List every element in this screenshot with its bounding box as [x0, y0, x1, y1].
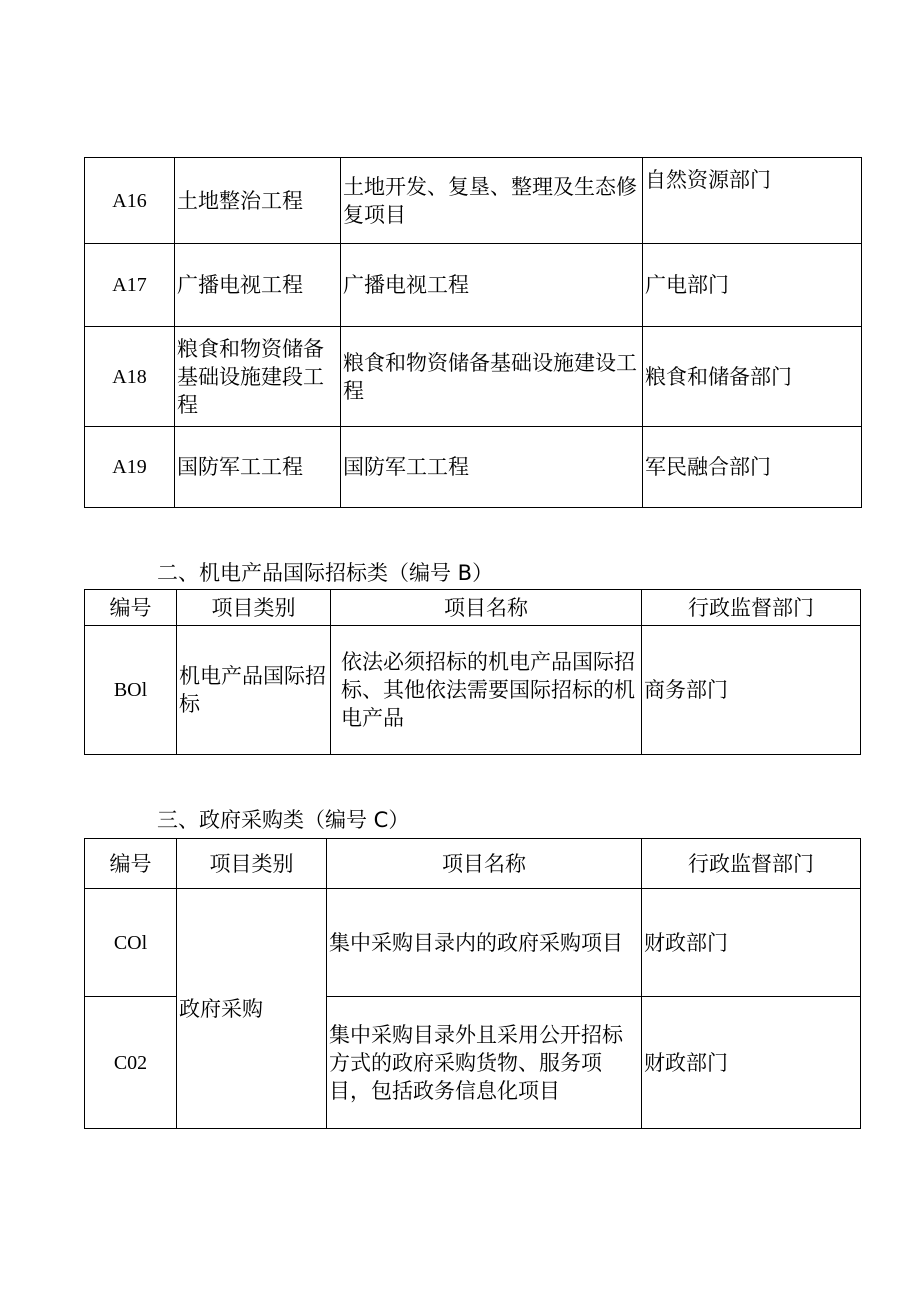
cell-category: 土地整治工程 [175, 158, 341, 244]
table-row [85, 626, 861, 755]
table-row [85, 244, 862, 327]
cell-name: 集中采购目录外且采用公开招标方式的政府采购货物、服务项目，包括政务信息化项目 [327, 997, 642, 1129]
cell-dept: 自然资源部门 [643, 158, 862, 244]
cell-category: 国防军工工程 [175, 427, 341, 508]
header-code: 编号 [85, 839, 177, 889]
cell-dept: 财政部门 [642, 997, 861, 1129]
cell-dept: 商务部门 [642, 626, 861, 755]
cell-dept: 财政部门 [642, 889, 861, 997]
header-code: 编号 [85, 590, 177, 626]
cell-code: A19 [85, 427, 175, 508]
header-name: 项目名称 [331, 590, 642, 626]
cell-category: 政府采购 [177, 889, 327, 1129]
header-dept: 行政监督部门 [642, 839, 861, 889]
cell-code: COl [85, 889, 177, 997]
cell-name: 依法必须招标的机电产品国际招标、其他依法需要国际招标的机电产品 [331, 626, 642, 755]
table-engineering-projects [84, 157, 862, 508]
table-row [85, 427, 862, 508]
table-header-row [85, 590, 861, 626]
cell-dept: 粮食和储备部门 [643, 327, 862, 427]
table-government-procurement [84, 838, 861, 1129]
cell-category: 机电产品国际招标 [177, 626, 331, 755]
cell-dept: 军民融合部门 [643, 427, 862, 508]
section-title-c: 三、政府采购类（编号 C） [157, 808, 410, 832]
cell-code: C02 [85, 997, 177, 1129]
cell-name: 土地开发、复垦、整理及生态修复项目 [341, 158, 643, 244]
cell-name: 集中采购目录内的政府采购项目 [327, 889, 642, 997]
table-row [85, 889, 861, 997]
table-header-row [85, 839, 861, 889]
cell-name: 国防军工工程 [341, 427, 643, 508]
header-dept: 行政监督部门 [642, 590, 861, 626]
cell-code: BOl [85, 626, 177, 755]
table-row [85, 327, 862, 427]
cell-category: 粮食和物资储备基础设施建段工程 [175, 327, 341, 427]
table-row [85, 158, 862, 244]
cell-code: A16 [85, 158, 175, 244]
cell-dept: 广电部门 [643, 244, 862, 327]
header-name: 项目名称 [327, 839, 642, 889]
cell-category: 广播电视工程 [175, 244, 341, 327]
cell-name: 广播电视工程 [341, 244, 643, 327]
cell-code: A18 [85, 327, 175, 427]
section-title-b: 二、机电产品国际招标类（编号 B） [157, 561, 494, 585]
header-category: 项目类别 [177, 590, 331, 626]
table-electromechanical-bidding [84, 589, 861, 755]
header-category: 项目类别 [177, 839, 327, 889]
cell-code: A17 [85, 244, 175, 327]
cell-name: 粮食和物资储备基础设施建设工程 [341, 327, 643, 427]
